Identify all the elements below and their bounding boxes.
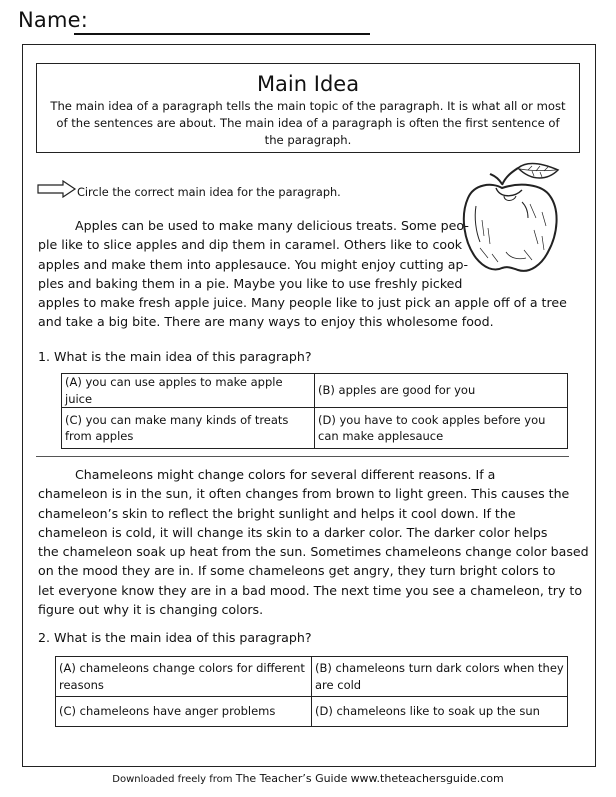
instruction-text: Circle the correct main idea for the paragraph.	[77, 186, 341, 199]
paragraph-line: chameleon is in the sun, it often changes from brown to light green. This causes the	[38, 486, 570, 502]
footer-url[interactable]: www.theteachersguide.com	[350, 772, 504, 785]
main-idea-definition: The main idea of a paragraph tells the main topic of the paragraph. It is what all or most of the sentences are about. The main idea of a paragraph is often the first sentence of the paragraph.	[50, 99, 566, 147]
footer	[0, 772, 616, 785]
answer-option-c[interactable]: (C) chameleons have anger problems	[56, 697, 312, 727]
answer-option-b[interactable]: (B) apples are good for you	[315, 374, 568, 408]
answer-option-d[interactable]: (D) chameleons like to soak up the sun	[312, 697, 568, 727]
answer-choices-2	[55, 656, 568, 727]
header-box	[36, 63, 580, 153]
paragraph-line: on the mood they are in. If some chameleons get angry, they turn bright colors to	[38, 563, 556, 579]
question-2: 2. What is the main idea of this paragraph?	[38, 630, 312, 645]
paragraph-line: Apples can be used to make many delicious treats. Some peo-	[75, 218, 469, 233]
paragraph-line: figure out why it is changing colors.	[38, 602, 264, 618]
paragraph-line: ple like to slice apples and dip them in caramel. Others like to cook	[38, 237, 463, 253]
answer-option-d[interactable]: (D) you have to cook apples before you can make applesauce	[315, 408, 568, 449]
paragraph-line: chameleon is cold, it will change its skin to a darker color. The darker color helps	[38, 524, 548, 540]
paragraph-line: and take a big bite. There are many ways to enjoy this wholesome food.	[38, 314, 494, 330]
name-label: Name:	[18, 8, 89, 32]
section-divider	[36, 456, 569, 457]
answer-option-a[interactable]: (A) you can use apples to make apple juice	[62, 374, 315, 408]
footer-brand: The Teacher’s Guide	[235, 772, 348, 785]
paragraph-line: the chameleon soak up heat from the sun. Sometimes chameleons change color based	[38, 544, 589, 560]
paragraph-line: ples and baking them in a pie. Maybe you like to use freshly picked	[38, 275, 463, 291]
right-arrow-icon	[37, 180, 77, 198]
paragraph-line: apples to make fresh apple juice. Many people like to just pick an apple off of a tree	[38, 295, 567, 311]
paragraph-apples	[38, 216, 567, 332]
name-field[interactable]	[74, 33, 370, 35]
paragraph-line: let everyone know they are in a bad mood. The next time you see a chameleon, try to	[38, 582, 583, 598]
paragraph-line: Chameleons might change colors for several different reasons. If a	[75, 467, 496, 482]
paragraph-chameleons	[38, 465, 589, 619]
answer-option-c[interactable]: (C) you can make many kinds of treats from apples	[62, 408, 315, 449]
answer-option-b[interactable]: (B) chameleons turn dark colors when they are cold	[312, 657, 568, 697]
paragraph-line: chameleon’s skin to reflect the bright sunlight and helps it cool down. If the	[38, 505, 516, 521]
paragraph-line: apples and make them into applesauce. You might enjoy cutting ap-	[38, 256, 469, 272]
question-1: 1. What is the main idea of this paragraph?	[38, 349, 312, 364]
answer-choices-1	[61, 373, 568, 449]
footer-prefix: Downloaded freely from	[112, 774, 233, 785]
answer-option-a[interactable]: (A) chameleons change colors for different reasons	[56, 657, 312, 697]
page-title: Main Idea	[256, 72, 360, 96]
